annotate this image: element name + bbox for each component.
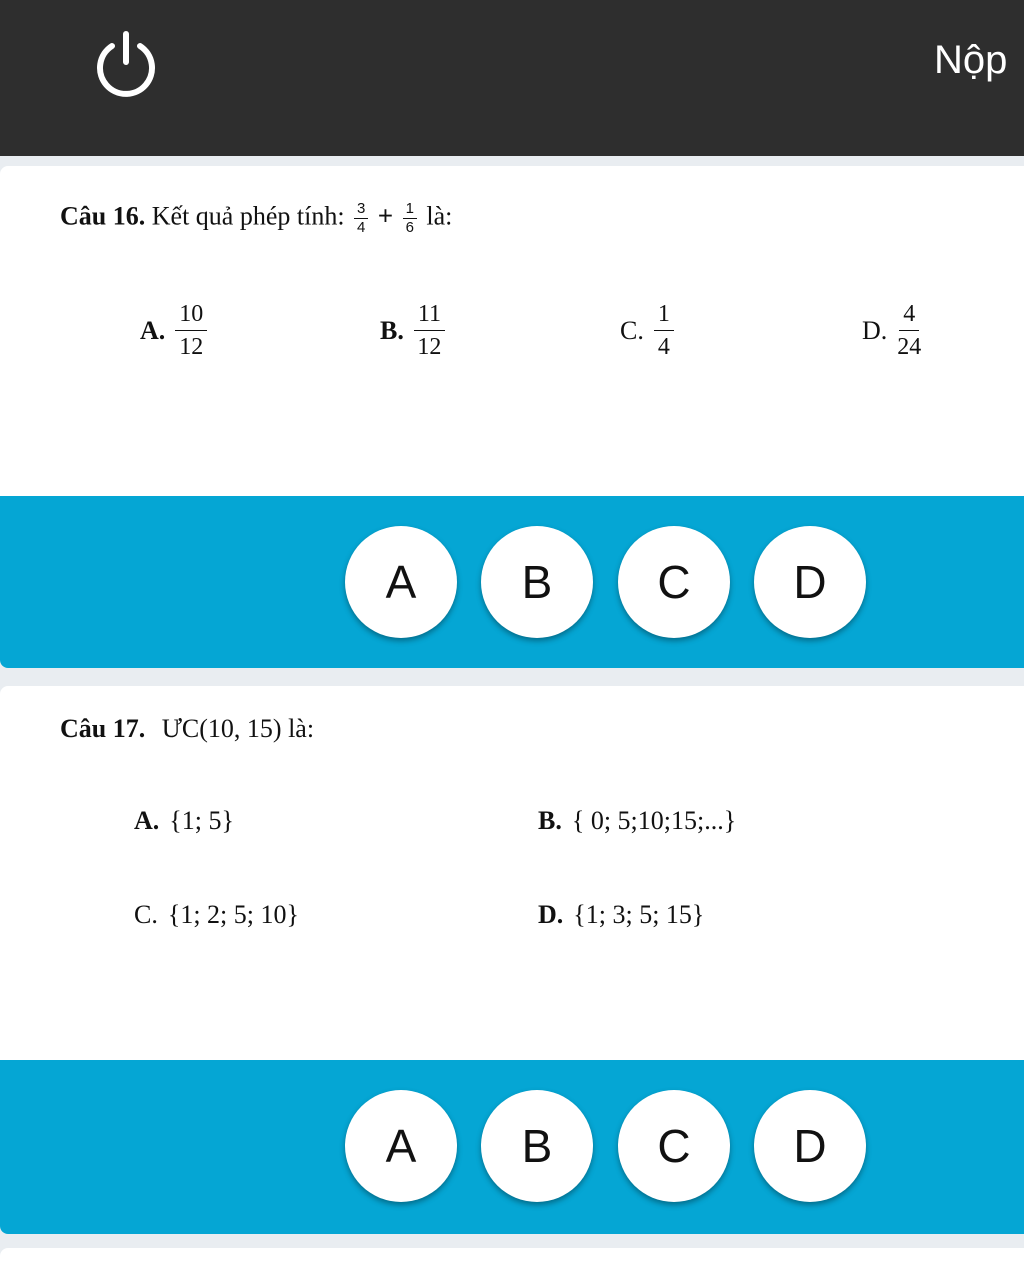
option-label: B. <box>538 806 562 835</box>
fraction <box>654 300 674 361</box>
question-number: Câu 17. <box>60 714 146 743</box>
option-value: {1; 5} <box>169 806 234 835</box>
option-c <box>134 900 299 930</box>
option-b <box>380 300 445 361</box>
question-text <box>60 200 452 237</box>
denominator: 4 <box>357 219 366 236</box>
option-b <box>538 806 736 836</box>
option-a <box>134 806 234 836</box>
option-value: {1; 2; 5; 10} <box>167 900 299 929</box>
answer-c-button[interactable]: C <box>618 526 730 638</box>
option-label: D. <box>862 315 888 345</box>
plus-sign: + <box>377 200 394 231</box>
denominator: 12 <box>417 334 442 360</box>
question-text <box>60 714 314 744</box>
option-c <box>620 300 674 361</box>
top-bar <box>0 0 1024 156</box>
question-number: Câu 16. <box>60 201 146 231</box>
denominator: 6 <box>405 219 414 236</box>
fraction <box>354 200 368 237</box>
fraction <box>403 200 417 237</box>
denominator: 4 <box>657 334 670 360</box>
numerator: 10 <box>175 300 207 331</box>
option-label: D. <box>538 900 564 929</box>
answer-b-button[interactable]: B <box>481 526 593 638</box>
submit-button[interactable]: Nộp <box>934 38 1008 82</box>
question-prompt: ƯC(10, 15) là: <box>161 714 315 743</box>
answer-bar <box>0 496 1024 668</box>
option-d <box>538 900 704 930</box>
question-card-17 <box>0 686 1024 1234</box>
numerator: 11 <box>414 300 445 331</box>
option-value: {1; 3; 5; 15} <box>573 900 705 929</box>
option-label: C. <box>134 900 158 929</box>
answer-bar <box>0 1060 1024 1234</box>
option-label: A. <box>134 806 160 835</box>
answer-d-button[interactable]: D <box>754 1090 866 1202</box>
fraction <box>897 300 921 361</box>
denominator: 12 <box>179 334 204 360</box>
numerator: 3 <box>354 200 368 219</box>
answer-a-button[interactable]: A <box>345 1090 457 1202</box>
question-card-16 <box>0 166 1024 668</box>
answer-c-button[interactable]: C <box>618 1090 730 1202</box>
answer-d-button[interactable]: D <box>754 526 866 638</box>
option-label: B. <box>380 315 404 345</box>
option-value: { 0; 5;10;15;...} <box>571 806 737 835</box>
question-suffix: là: <box>426 201 453 231</box>
denominator: 24 <box>897 334 922 360</box>
question-card-next <box>0 1248 1024 1288</box>
option-label: A. <box>140 315 166 345</box>
answer-a-button[interactable]: A <box>345 526 457 638</box>
numerator: 1 <box>403 200 417 219</box>
option-d <box>862 300 921 361</box>
fraction <box>414 300 445 361</box>
question-prompt: Kết quả phép tính: <box>151 201 345 231</box>
answer-b-button[interactable]: B <box>481 1090 593 1202</box>
fraction <box>175 300 207 361</box>
power-icon[interactable] <box>90 30 162 102</box>
option-label: C. <box>620 315 644 345</box>
numerator: 4 <box>899 300 919 331</box>
option-a <box>140 300 207 361</box>
numerator: 1 <box>654 300 674 331</box>
